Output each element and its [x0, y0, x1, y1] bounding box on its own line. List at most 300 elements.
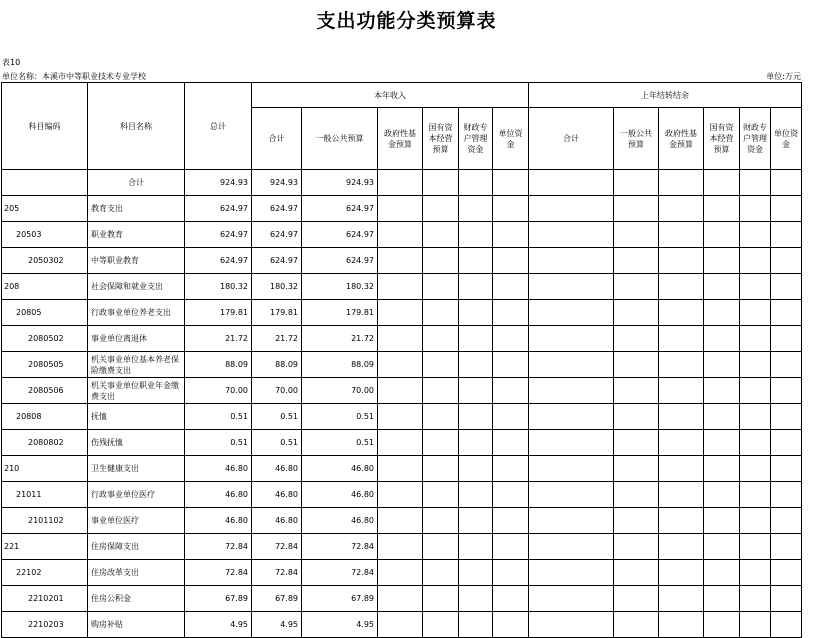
cell-empty	[704, 456, 740, 482]
cell-empty	[659, 352, 704, 378]
cell-empty	[704, 326, 740, 352]
cell-empty	[423, 430, 459, 456]
cell-empty	[423, 586, 459, 612]
cell-empty	[740, 222, 771, 248]
cell-empty	[529, 482, 614, 508]
cell-empty	[614, 352, 659, 378]
cell-total: 67.89	[185, 586, 252, 612]
cell-empty	[740, 456, 771, 482]
header-sum: 合计	[252, 108, 302, 170]
header-carryover: 上年结转结余	[529, 83, 802, 108]
cell-code: 2080802	[2, 430, 88, 456]
table-number: 表10	[2, 58, 21, 67]
cell-empty	[529, 222, 614, 248]
cell-empty	[659, 170, 704, 196]
cell-empty	[529, 586, 614, 612]
cell-empty	[614, 534, 659, 560]
cell-empty	[378, 560, 423, 586]
cell-name: 卫生健康支出	[88, 456, 185, 482]
cell-total: 70.00	[185, 378, 252, 404]
cell-code	[2, 170, 88, 196]
cell-empty	[378, 430, 423, 456]
cell-empty	[771, 534, 802, 560]
cell-empty	[614, 300, 659, 326]
table-row	[2, 612, 802, 638]
cell-empty	[771, 508, 802, 534]
cell-empty	[459, 456, 493, 482]
header-carry-unit-funds: 单位资金	[771, 108, 802, 170]
cell-empty	[378, 196, 423, 222]
cell-sum: 179.81	[252, 300, 302, 326]
cell-empty	[529, 612, 614, 638]
cell-name: 住房保障支出	[88, 534, 185, 560]
cell-empty	[704, 508, 740, 534]
cell-total: 179.81	[185, 300, 252, 326]
cell-empty	[659, 430, 704, 456]
cell-empty	[659, 456, 704, 482]
header-carry-general-budget: 一般公共预算	[614, 108, 659, 170]
cell-empty	[614, 508, 659, 534]
table-row	[2, 456, 802, 482]
header-gov-fund: 政府性基金预算	[378, 108, 423, 170]
cell-empty	[659, 222, 704, 248]
cell-empty	[659, 586, 704, 612]
cell-empty	[423, 456, 459, 482]
cell-empty	[704, 586, 740, 612]
cell-empty	[771, 274, 802, 300]
cell-code: 20805	[2, 300, 88, 326]
cell-empty	[459, 560, 493, 586]
cell-empty	[493, 378, 529, 404]
cell-name: 合计	[88, 170, 185, 196]
cell-empty	[493, 248, 529, 274]
table-row	[2, 508, 802, 534]
cell-empty	[771, 170, 802, 196]
cell-name: 抚恤	[88, 404, 185, 430]
cell-general-budget: 0.51	[302, 430, 378, 456]
cell-total: 0.51	[185, 430, 252, 456]
cell-general-budget: 46.80	[302, 456, 378, 482]
cell-empty	[614, 430, 659, 456]
table-row	[2, 300, 802, 326]
cell-empty	[459, 482, 493, 508]
cell-general-budget: 624.97	[302, 196, 378, 222]
cell-empty	[704, 300, 740, 326]
table-row	[2, 170, 802, 196]
cell-empty	[423, 352, 459, 378]
cell-empty	[704, 378, 740, 404]
cell-code: 208	[2, 274, 88, 300]
cell-empty	[378, 248, 423, 274]
cell-code: 2101102	[2, 508, 88, 534]
cell-empty	[529, 560, 614, 586]
cell-empty	[740, 300, 771, 326]
cell-sum: 0.51	[252, 430, 302, 456]
table-row	[2, 222, 802, 248]
cell-sum: 21.72	[252, 326, 302, 352]
cell-empty	[614, 456, 659, 482]
cell-empty	[740, 430, 771, 456]
cell-total: 0.51	[185, 404, 252, 430]
cell-empty	[493, 222, 529, 248]
cell-empty	[740, 378, 771, 404]
table-row	[2, 378, 802, 404]
cell-empty	[614, 248, 659, 274]
cell-general-budget: 179.81	[302, 300, 378, 326]
cell-total: 72.84	[185, 560, 252, 586]
cell-total: 46.80	[185, 482, 252, 508]
header-carry-gov-fund: 政府性基金预算	[659, 108, 704, 170]
cell-name: 教育支出	[88, 196, 185, 222]
cell-empty	[459, 404, 493, 430]
page-title: 支出功能分类预算表	[316, 10, 497, 32]
cell-empty	[659, 534, 704, 560]
cell-name: 事业单位离退休	[88, 326, 185, 352]
cell-total: 624.97	[185, 248, 252, 274]
cell-empty	[740, 326, 771, 352]
cell-empty	[771, 352, 802, 378]
cell-empty	[459, 170, 493, 196]
cell-total: 180.32	[185, 274, 252, 300]
cell-empty	[378, 170, 423, 196]
cell-empty	[529, 352, 614, 378]
cell-empty	[493, 404, 529, 430]
cell-empty	[493, 612, 529, 638]
header-special-account: 财政专户管理资金	[459, 108, 493, 170]
cell-empty	[704, 222, 740, 248]
cell-general-budget: 46.80	[302, 482, 378, 508]
cell-empty	[704, 196, 740, 222]
budget-table	[1, 82, 802, 638]
cell-empty	[459, 378, 493, 404]
cell-code: 2050302	[2, 248, 88, 274]
cell-empty	[614, 404, 659, 430]
cell-empty	[659, 326, 704, 352]
cell-code: 2210203	[2, 612, 88, 638]
cell-empty	[493, 326, 529, 352]
cell-empty	[659, 378, 704, 404]
cell-empty	[740, 170, 771, 196]
cell-empty	[493, 456, 529, 482]
header-state-capital: 国有资本经营预算	[423, 108, 459, 170]
cell-empty	[740, 248, 771, 274]
cell-empty	[423, 378, 459, 404]
cell-name: 行政事业单位养老支出	[88, 300, 185, 326]
cell-empty	[378, 612, 423, 638]
cell-name: 住房公积金	[88, 586, 185, 612]
cell-empty	[659, 612, 704, 638]
cell-general-budget: 72.84	[302, 534, 378, 560]
cell-empty	[771, 430, 802, 456]
cell-sum: 70.00	[252, 378, 302, 404]
cell-empty	[614, 482, 659, 508]
cell-empty	[659, 248, 704, 274]
cell-sum: 46.80	[252, 508, 302, 534]
cell-general-budget: 46.80	[302, 508, 378, 534]
cell-empty	[529, 534, 614, 560]
cell-empty	[493, 560, 529, 586]
cell-empty	[659, 404, 704, 430]
table-row	[2, 352, 802, 378]
cell-code: 20503	[2, 222, 88, 248]
table-row	[2, 196, 802, 222]
table-row	[2, 482, 802, 508]
cell-sum: 4.95	[252, 612, 302, 638]
cell-empty	[423, 534, 459, 560]
cell-empty	[740, 508, 771, 534]
cell-empty	[378, 456, 423, 482]
cell-sum: 924.93	[252, 170, 302, 196]
header-carry-state-capital: 国有资本经营预算	[704, 108, 740, 170]
cell-empty	[423, 248, 459, 274]
cell-sum: 0.51	[252, 404, 302, 430]
cell-empty	[659, 482, 704, 508]
cell-empty	[529, 248, 614, 274]
cell-empty	[704, 430, 740, 456]
cell-empty	[459, 534, 493, 560]
cell-code: 21011	[2, 482, 88, 508]
cell-empty	[378, 586, 423, 612]
cell-empty	[740, 482, 771, 508]
cell-empty	[529, 170, 614, 196]
table-row	[2, 534, 802, 560]
cell-empty	[704, 612, 740, 638]
cell-total: 624.97	[185, 196, 252, 222]
cell-empty	[614, 612, 659, 638]
cell-empty	[459, 222, 493, 248]
cell-empty	[423, 482, 459, 508]
cell-empty	[459, 274, 493, 300]
cell-empty	[493, 430, 529, 456]
cell-empty	[378, 482, 423, 508]
table-row	[2, 586, 802, 612]
table-row	[2, 274, 802, 300]
unit-name: 单位名称：本溪市中等职业技术专业学校	[2, 72, 146, 81]
cell-empty	[529, 430, 614, 456]
cell-empty	[704, 534, 740, 560]
cell-empty	[378, 222, 423, 248]
cell-general-budget: 88.09	[302, 352, 378, 378]
header-general-budget: 一般公共预算	[302, 108, 378, 170]
cell-empty	[459, 586, 493, 612]
cell-empty	[459, 300, 493, 326]
table-row	[2, 560, 802, 586]
cell-empty	[529, 326, 614, 352]
cell-name: 职业教育	[88, 222, 185, 248]
cell-code: 2080505	[2, 352, 88, 378]
cell-empty	[704, 170, 740, 196]
cell-name: 住房改革支出	[88, 560, 185, 586]
cell-empty	[378, 352, 423, 378]
cell-sum: 624.97	[252, 222, 302, 248]
cell-total: 46.80	[185, 508, 252, 534]
cell-empty	[659, 196, 704, 222]
header-unit-funds: 单位资金	[493, 108, 529, 170]
cell-empty	[529, 508, 614, 534]
cell-code: 221	[2, 534, 88, 560]
cell-general-budget: 0.51	[302, 404, 378, 430]
cell-empty	[740, 196, 771, 222]
cell-general-budget: 180.32	[302, 274, 378, 300]
cell-empty	[423, 274, 459, 300]
cell-sum: 46.80	[252, 482, 302, 508]
table-row	[2, 248, 802, 274]
table-row	[2, 326, 802, 352]
cell-sum: 180.32	[252, 274, 302, 300]
cell-empty	[659, 508, 704, 534]
cell-general-budget: 72.84	[302, 560, 378, 586]
cell-general-budget: 70.00	[302, 378, 378, 404]
cell-code: 210	[2, 456, 88, 482]
cell-empty	[740, 586, 771, 612]
cell-general-budget: 4.95	[302, 612, 378, 638]
cell-empty	[459, 430, 493, 456]
cell-empty	[740, 404, 771, 430]
cell-empty	[378, 534, 423, 560]
cell-empty	[771, 482, 802, 508]
cell-name: 社会保障和就业支出	[88, 274, 185, 300]
cell-empty	[378, 378, 423, 404]
cell-empty	[740, 560, 771, 586]
cell-sum: 624.97	[252, 248, 302, 274]
cell-total: 21.72	[185, 326, 252, 352]
cell-empty	[423, 300, 459, 326]
cell-total: 72.84	[185, 534, 252, 560]
cell-empty	[493, 170, 529, 196]
cell-name: 行政事业单位医疗	[88, 482, 185, 508]
cell-empty	[771, 196, 802, 222]
cell-empty	[459, 612, 493, 638]
cell-empty	[771, 248, 802, 274]
table-row	[2, 430, 802, 456]
cell-empty	[459, 196, 493, 222]
cell-empty	[614, 326, 659, 352]
header-current-year: 本年收入	[252, 83, 529, 108]
cell-code: 2080502	[2, 326, 88, 352]
cell-total: 4.95	[185, 612, 252, 638]
cell-empty	[423, 612, 459, 638]
cell-sum: 46.80	[252, 456, 302, 482]
cell-empty	[740, 534, 771, 560]
cell-empty	[771, 378, 802, 404]
cell-empty	[614, 274, 659, 300]
cell-empty	[614, 586, 659, 612]
cell-empty	[493, 508, 529, 534]
cell-name: 中等职业教育	[88, 248, 185, 274]
header-total: 总计	[185, 83, 252, 170]
header-code: 科目编码	[2, 83, 88, 170]
cell-empty	[493, 482, 529, 508]
cell-empty	[704, 248, 740, 274]
cell-empty	[529, 456, 614, 482]
cell-empty	[740, 352, 771, 378]
cell-empty	[771, 404, 802, 430]
header-carry-special-account: 财政专户管理资金	[740, 108, 771, 170]
cell-empty	[529, 196, 614, 222]
cell-empty	[493, 352, 529, 378]
cell-empty	[614, 222, 659, 248]
header-carry-sum: 合计	[529, 108, 614, 170]
cell-sum: 67.89	[252, 586, 302, 612]
cell-name: 伤残抚恤	[88, 430, 185, 456]
cell-name: 购房补贴	[88, 612, 185, 638]
cell-general-budget: 924.93	[302, 170, 378, 196]
cell-general-budget: 624.97	[302, 222, 378, 248]
cell-empty	[659, 560, 704, 586]
cell-empty	[771, 586, 802, 612]
cell-total: 46.80	[185, 456, 252, 482]
cell-total: 624.97	[185, 222, 252, 248]
cell-code: 20808	[2, 404, 88, 430]
cell-general-budget: 624.97	[302, 248, 378, 274]
cell-empty	[423, 404, 459, 430]
cell-empty	[529, 300, 614, 326]
cell-empty	[704, 404, 740, 430]
cell-sum: 624.97	[252, 196, 302, 222]
cell-total: 924.93	[185, 170, 252, 196]
cell-empty	[529, 378, 614, 404]
cell-empty	[771, 456, 802, 482]
table-row	[2, 404, 802, 430]
cell-empty	[529, 274, 614, 300]
cell-code: 2210201	[2, 586, 88, 612]
cell-sum: 88.09	[252, 352, 302, 378]
cell-empty	[771, 560, 802, 586]
cell-empty	[378, 404, 423, 430]
cell-empty	[493, 274, 529, 300]
cell-total: 88.09	[185, 352, 252, 378]
cell-empty	[459, 352, 493, 378]
cell-empty	[378, 274, 423, 300]
cell-empty	[771, 612, 802, 638]
cell-empty	[614, 378, 659, 404]
unit-label: 单位:万元	[766, 72, 801, 81]
cell-general-budget: 67.89	[302, 586, 378, 612]
cell-empty	[459, 248, 493, 274]
cell-empty	[771, 300, 802, 326]
cell-empty	[704, 274, 740, 300]
cell-sum: 72.84	[252, 560, 302, 586]
cell-empty	[378, 326, 423, 352]
cell-code: 22102	[2, 560, 88, 586]
cell-empty	[423, 222, 459, 248]
cell-name: 机关事业单位基本养老保险缴费支出	[88, 352, 185, 378]
cell-empty	[423, 560, 459, 586]
cell-empty	[704, 482, 740, 508]
cell-empty	[423, 170, 459, 196]
cell-code: 2080506	[2, 378, 88, 404]
cell-empty	[493, 534, 529, 560]
cell-sum: 72.84	[252, 534, 302, 560]
cell-empty	[493, 300, 529, 326]
cell-empty	[614, 196, 659, 222]
cell-empty	[659, 300, 704, 326]
cell-empty	[614, 170, 659, 196]
cell-empty	[378, 300, 423, 326]
cell-empty	[423, 508, 459, 534]
cell-empty	[704, 352, 740, 378]
cell-general-budget: 21.72	[302, 326, 378, 352]
cell-empty	[704, 560, 740, 586]
cell-empty	[493, 196, 529, 222]
header-name: 科目名称	[88, 83, 185, 170]
cell-empty	[740, 612, 771, 638]
cell-empty	[659, 274, 704, 300]
cell-code: 205	[2, 196, 88, 222]
cell-empty	[423, 326, 459, 352]
cell-empty	[771, 326, 802, 352]
cell-empty	[614, 560, 659, 586]
